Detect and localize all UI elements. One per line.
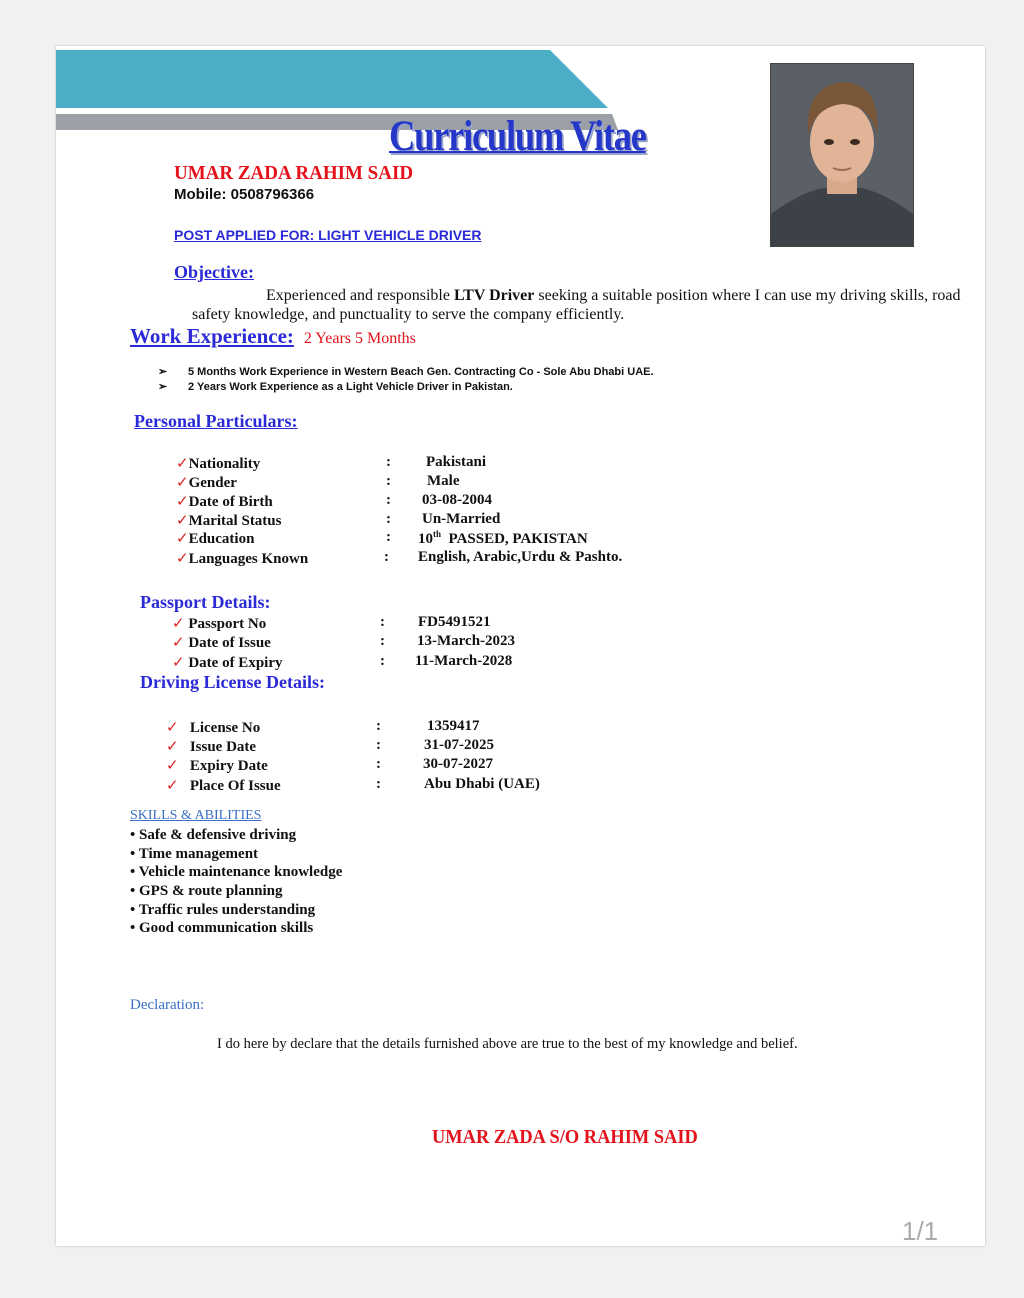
page-indicator: 1/1 — [902, 1216, 939, 1246]
check-icon: ✓ — [166, 778, 179, 794]
detail-row: ✓Languages Known — [176, 551, 309, 567]
check-icon: ✓ — [176, 551, 189, 567]
document-page — [56, 46, 985, 1246]
detail-value: Male — [427, 473, 460, 489]
detail-row: ✓Gender — [176, 475, 237, 491]
banner-band-blue — [56, 50, 608, 108]
colon: : — [386, 529, 391, 545]
declaration-heading: Declaration: — [130, 997, 205, 1013]
check-icon: ✓ — [172, 616, 185, 632]
check-icon: ✓ — [176, 456, 189, 472]
work-item: ➢ 5 Months Work Experience in Western Beach Gen. Contracting Co - Sole Abu Dhabi UAE. — [158, 366, 654, 378]
bullet-icon: • — [130, 846, 136, 862]
skill-item: • Safe & defensive driving — [130, 827, 297, 843]
check-icon: ✓ — [176, 531, 189, 547]
detail-value: English, Arabic,Urdu & Pashto. — [418, 549, 623, 565]
check-icon: ✓ — [176, 513, 189, 529]
check-icon: ✓ — [176, 475, 189, 491]
colon: : — [386, 492, 391, 508]
detail-value: Pakistani — [426, 454, 487, 470]
work-experience-heading: Work Experience: 2 Years 5 Months — [130, 324, 416, 348]
detail-row: ✓ Expiry Date — [166, 758, 268, 774]
mobile-number: Mobile: 0508796366 — [174, 186, 315, 203]
check-icon: ✓ — [176, 494, 189, 510]
detail-value: Abu Dhabi (UAE) — [424, 776, 540, 792]
passport-heading: Passport Details: — [140, 592, 271, 612]
detail-value: 11-March-2028 — [415, 653, 513, 669]
objective-heading: Objective: — [174, 262, 254, 282]
profile-photo — [770, 63, 914, 247]
colon: : — [386, 473, 391, 489]
work-item: ➢ 2 Years Work Experience as a Light Vehicle Driver in Pakistan. — [158, 381, 513, 393]
detail-row: ✓Nationality — [176, 456, 261, 472]
skill-item: • Traffic rules understanding — [130, 902, 316, 918]
colon: : — [380, 633, 385, 649]
detail-value: 31-07-2025 — [424, 737, 494, 753]
check-icon: ✓ — [172, 655, 185, 671]
cv-title: Curriculum Vitae — [389, 113, 646, 160]
declaration-text: I do here by declare that the details furnished above are true to the best of my knowledge and belief. — [217, 1036, 798, 1052]
skill-item: • Good communication skills — [130, 920, 314, 936]
detail-value: Un-Married — [422, 511, 501, 527]
check-icon: ✓ — [166, 739, 179, 755]
detail-value: 30-07-2027 — [423, 756, 493, 772]
bullet-icon: • — [130, 902, 136, 918]
post-applied: POST APPLIED FOR: LIGHT VEHICLE DRIVER — [174, 227, 482, 243]
colon: : — [380, 614, 385, 630]
personal-particulars-heading: Personal Particulars: — [134, 411, 298, 431]
check-icon: ✓ — [166, 720, 179, 736]
detail-row: ✓ Place Of Issue — [166, 778, 281, 794]
colon: : — [386, 511, 391, 527]
work-duration: 2 Years 5 Months — [303, 330, 416, 347]
bullet-icon: • — [130, 864, 136, 880]
arrow-bullet-icon: ➢ — [158, 366, 168, 378]
candidate-name: UMAR ZADA RAHIM SAID — [174, 162, 414, 184]
detail-row: ✓ Passport No — [172, 616, 267, 632]
colon: : — [376, 718, 381, 734]
bullet-icon: • — [130, 883, 136, 899]
skill-item: • Vehicle maintenance knowledge — [130, 864, 343, 880]
check-icon: ✓ — [166, 758, 179, 774]
colon: : — [384, 549, 389, 565]
detail-row: ✓Marital Status — [176, 513, 282, 529]
arrow-bullet-icon: ➢ — [158, 381, 168, 393]
detail-value: 10th PASSED, PAKISTAN — [418, 529, 588, 547]
detail-row: ✓ License No — [166, 720, 261, 736]
bullet-icon: • — [130, 920, 136, 936]
detail-row: ✓ Date of Issue — [172, 635, 271, 651]
driving-license-heading: Driving License Details: — [140, 672, 325, 692]
objective-text: Experienced and responsible LTV Driver seeking a suitable position where I can use my driving skills, road safety knowledge, and punctuality to serve the company efficiently. — [192, 287, 961, 323]
colon: : — [386, 454, 391, 470]
bullet-icon: • — [130, 827, 136, 843]
detail-value: 13-March-2023 — [417, 633, 516, 649]
detail-row: ✓ Date of Expiry — [172, 655, 283, 671]
signature-name: UMAR ZADA S/O RAHIM SAID — [432, 1126, 698, 1148]
skill-item: • Time management — [130, 846, 259, 862]
detail-value: 03-08-2004 — [422, 492, 492, 508]
colon: : — [376, 776, 381, 792]
detail-value: 1359417 — [427, 718, 480, 734]
detail-row: ✓ Issue Date — [166, 739, 257, 755]
detail-row: ✓Date of Birth — [176, 494, 273, 510]
detail-value: FD5491521 — [418, 614, 491, 630]
colon: : — [380, 653, 385, 669]
colon: : — [376, 756, 381, 772]
colon: : — [376, 737, 381, 753]
skills-heading: SKILLS & ABILITIES — [130, 808, 262, 823]
detail-row: ✓Education — [176, 531, 255, 547]
check-icon: ✓ — [172, 635, 185, 651]
skill-item: • GPS & route planning — [130, 883, 283, 899]
